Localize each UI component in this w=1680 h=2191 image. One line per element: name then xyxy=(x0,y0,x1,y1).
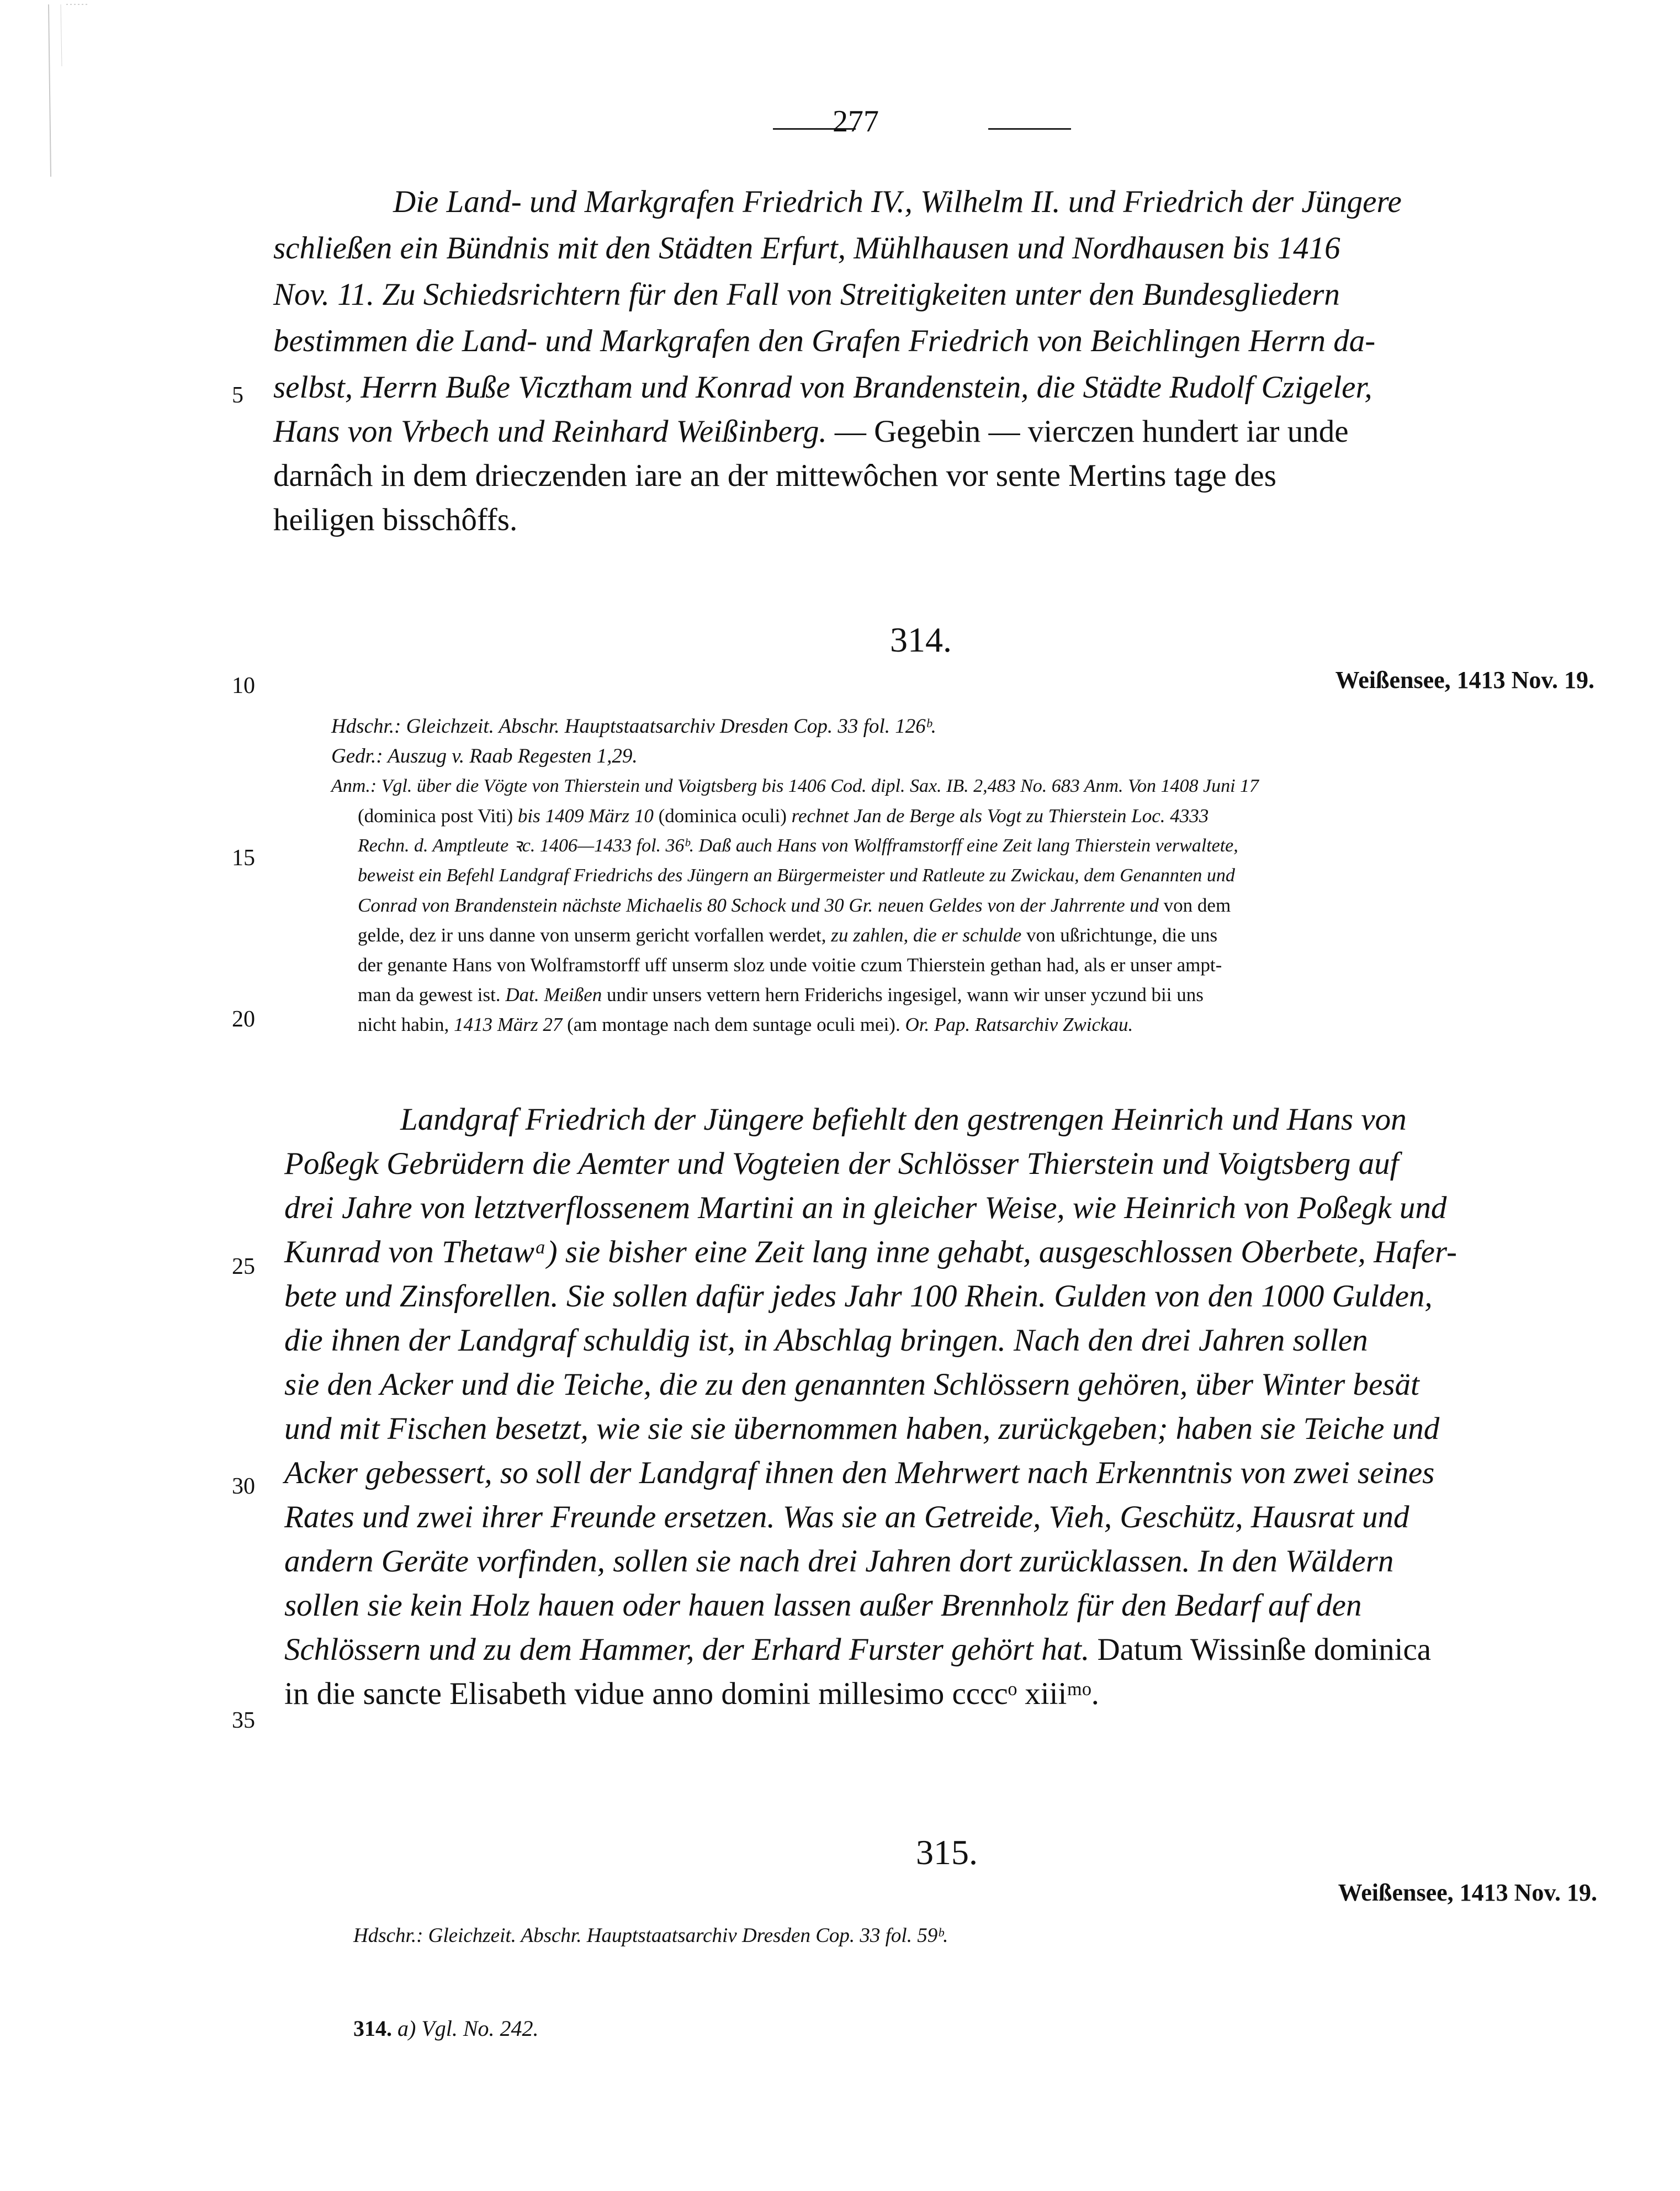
scan-edge xyxy=(0,0,110,2189)
source-note xyxy=(358,1010,1133,1039)
header-rule-right xyxy=(988,128,1071,130)
note-fragment: Dat. Meißen xyxy=(505,984,602,1005)
regest-text: Schlössern und zu dem Hammer, der Erhard Furster gehört hat. xyxy=(284,1632,1090,1667)
note-fragment: bis 1409 März 10 xyxy=(517,805,654,827)
document-number: 314. xyxy=(890,620,952,659)
line-number: 15 xyxy=(232,845,255,871)
regest-line: Landgraf Friedrich der Jüngere befiehlt den gestrengen Heinrich und Hans von xyxy=(400,1102,1407,1137)
source-note: Hdschr.: Gleichzeit. Abschr. Hauptstaatsarchiv Dresden Cop. 33 fol. 126ᵇ. xyxy=(331,715,936,738)
regest-line: bete und Zinsforellen. Sie sollen dafür jedes Jahr 100 Rhein. Gulden von den 1000 Gulden, xyxy=(284,1279,1433,1314)
regest-line: selbst, Herrn Buße Vicztham und Konrad von Brandenstein, die Städte Rudolf Czigeler, xyxy=(273,370,1372,405)
footnote-ref: 314. xyxy=(353,2016,392,2041)
regest-line: bestimmen die Land- und Markgrafen den Grafen Friedrich von Beichlingen Herrn da- xyxy=(273,324,1376,358)
note-fragment: rechnet Jan de Berge als Vogt zu Thierstein Loc. 4333 xyxy=(791,805,1209,827)
regest-line xyxy=(284,1628,1431,1672)
place-date: Weißensee, 1413 Nov. 19. xyxy=(1335,666,1594,694)
regest-line: Acker gebessert, so soll der Landgraf ihnen den Mehrwert nach Erkenntnis von zwei seines xyxy=(284,1456,1435,1490)
source-note xyxy=(358,981,1204,1009)
source-note xyxy=(358,921,1217,950)
line-number: 10 xyxy=(232,673,255,698)
line-number: 30 xyxy=(232,1474,255,1499)
regest-line: sollen sie kein Holz hauen oder hauen lassen außer Brennholz für den Bedarf auf den xyxy=(284,1588,1362,1623)
line-number: 35 xyxy=(232,1708,255,1733)
note-fragment: Or. Pap. Ratsarchiv Zwickau. xyxy=(905,1014,1133,1035)
source-note: der genante Hans von Wolframstorff uff unserm sloz unde voitie czum Thierstein gethan had, als er unser ampt- xyxy=(358,954,1222,976)
regest-line: Rates und zwei ihrer Freunde ersetzen. Was sie an Getreide, Vieh, Geschütz, Hausrat und xyxy=(284,1500,1409,1534)
note-fragment: (am montage nach dem suntage oculi mei). xyxy=(567,1014,900,1035)
regest-line: schließen ein Bündnis mit den Städten Erfurt, Mühlhausen und Nordhausen bis 1416 xyxy=(273,231,1340,266)
note-fragment: zu zahlen, die er schulde xyxy=(831,924,1022,946)
source-note: Anm.: Vgl. über die Vögte von Thierstein und Voigtsberg bis 1406 Cod. dipl. Sax. IB. 2,483 No. 683 Anm. Von 1408 Juni 17 xyxy=(331,776,1259,796)
regest-line xyxy=(273,410,1349,454)
footnote-text: a) Vgl. No. 242. xyxy=(398,2016,539,2041)
note-fragment: von ußrichtunge, die uns xyxy=(1026,924,1218,946)
regest-line: Nov. 11. Zu Schiedsrichtern für den Fall von Streitigkeiten unter den Bundesgliedern xyxy=(273,277,1340,312)
source-note xyxy=(358,802,1209,830)
quoted-line: in die sancte Elisabeth vidue anno domini millesimo ccccᵒ xiiiᵐᵒ. xyxy=(284,1676,1099,1711)
regest-line: sie den Acker und die Teiche, die zu den genannten Schlössern gehören, über Winter besät xyxy=(284,1367,1419,1402)
regest-text: Hans von Vrbech und Reinhard Weißinberg. xyxy=(273,414,827,449)
footnote xyxy=(353,2015,539,2041)
regest-line: Die Land- und Markgrafen Friedrich IV., Wilhelm II. und Friedrich der Jüngere xyxy=(393,184,1402,219)
note-fragment: gelde, dez ir uns danne von unserm gericht vorfallen werdet, xyxy=(358,924,826,946)
source-note xyxy=(358,891,1231,920)
place-date: Weißensee, 1413 Nov. 19. xyxy=(1338,1879,1597,1906)
regest-line: andern Geräte vorfinden, sollen sie nach drei Jahren dort zurücklassen. In den Wäldern xyxy=(284,1544,1394,1579)
line-number: 20 xyxy=(232,1007,255,1032)
note-fragment: nicht habin, xyxy=(358,1014,449,1035)
line-number: 25 xyxy=(232,1254,255,1279)
source-note: Hdschr.: Gleichzeit. Abschr. Hauptstaatsarchiv Dresden Cop. 33 fol. 59ᵇ. xyxy=(353,1924,948,1947)
note-fragment: (dominica oculi) xyxy=(658,805,787,827)
note-fragment: Conrad von Brandenstein nächste Michaelis 80 Schock und 30 Gr. neuen Geldes von der Jahrrente und xyxy=(358,895,1159,916)
source-note: beweist ein Befehl Landgraf Friedrichs des Jüngern an Bürgermeister und Ratleute zu Zwickau, dem Genannten und xyxy=(358,865,1235,886)
quoted-line: darnâch in dem drieczenden iare an der mittewôchen vor sente Mertins tage des xyxy=(273,458,1276,493)
quoted-line: heiligen bisschôffs. xyxy=(273,502,518,537)
regest-line: die ihnen der Landgraf schuldig ist, in Abschlag bringen. Nach den drei Jahren sollen xyxy=(284,1323,1368,1358)
note-fragment: undir unsers vettern hern Friderichs ingesigel, wann wir unser yczund bii uns xyxy=(607,984,1204,1005)
quoted-text: Datum Wissinße dominica xyxy=(1097,1632,1432,1667)
note-fragment: von dem xyxy=(1163,895,1231,916)
regest-line: drei Jahre von letztverflossenem Martini an in gleicher Weise, wie Heinrich von Poßegk und xyxy=(284,1190,1447,1225)
note-fragment: man da gewest ist. xyxy=(358,984,501,1005)
regest-line: und mit Fischen besetzt, wie sie sie übernommen haben, zurückgeben; haben sie Teiche und xyxy=(284,1411,1440,1446)
regest-line: Kunrad von Thetawᵃ) sie bisher eine Zeit lang inne gehabt, ausgeschlossen Oberbete, Hafer- xyxy=(284,1235,1457,1269)
page-number: 277 xyxy=(833,104,879,139)
regest-line: Poßegk Gebrüdern die Aemter und Vogteien der Schlösser Thierstein und Voigtsberg auf xyxy=(284,1146,1399,1181)
scan-edge-marks xyxy=(0,0,110,2189)
quoted-text: — Gegebin — vierczen hundert iar unde xyxy=(834,414,1349,449)
note-fragment: (dominica post Viti) xyxy=(358,805,513,827)
note-fragment: 1413 März 27 xyxy=(454,1014,563,1035)
line-number: 5 xyxy=(232,383,243,408)
source-note: Gedr.: Auszug v. Raab Regesten 1,29. xyxy=(331,745,638,768)
document-number: 315. xyxy=(916,1833,978,1872)
source-note: Rechn. d. Amptleute ꝛc. 1406—1433 fol. 36ᵇ. Daß auch Hans von Wolfframstorff eine Zeit lang Thierstein verwaltete, xyxy=(358,835,1238,856)
